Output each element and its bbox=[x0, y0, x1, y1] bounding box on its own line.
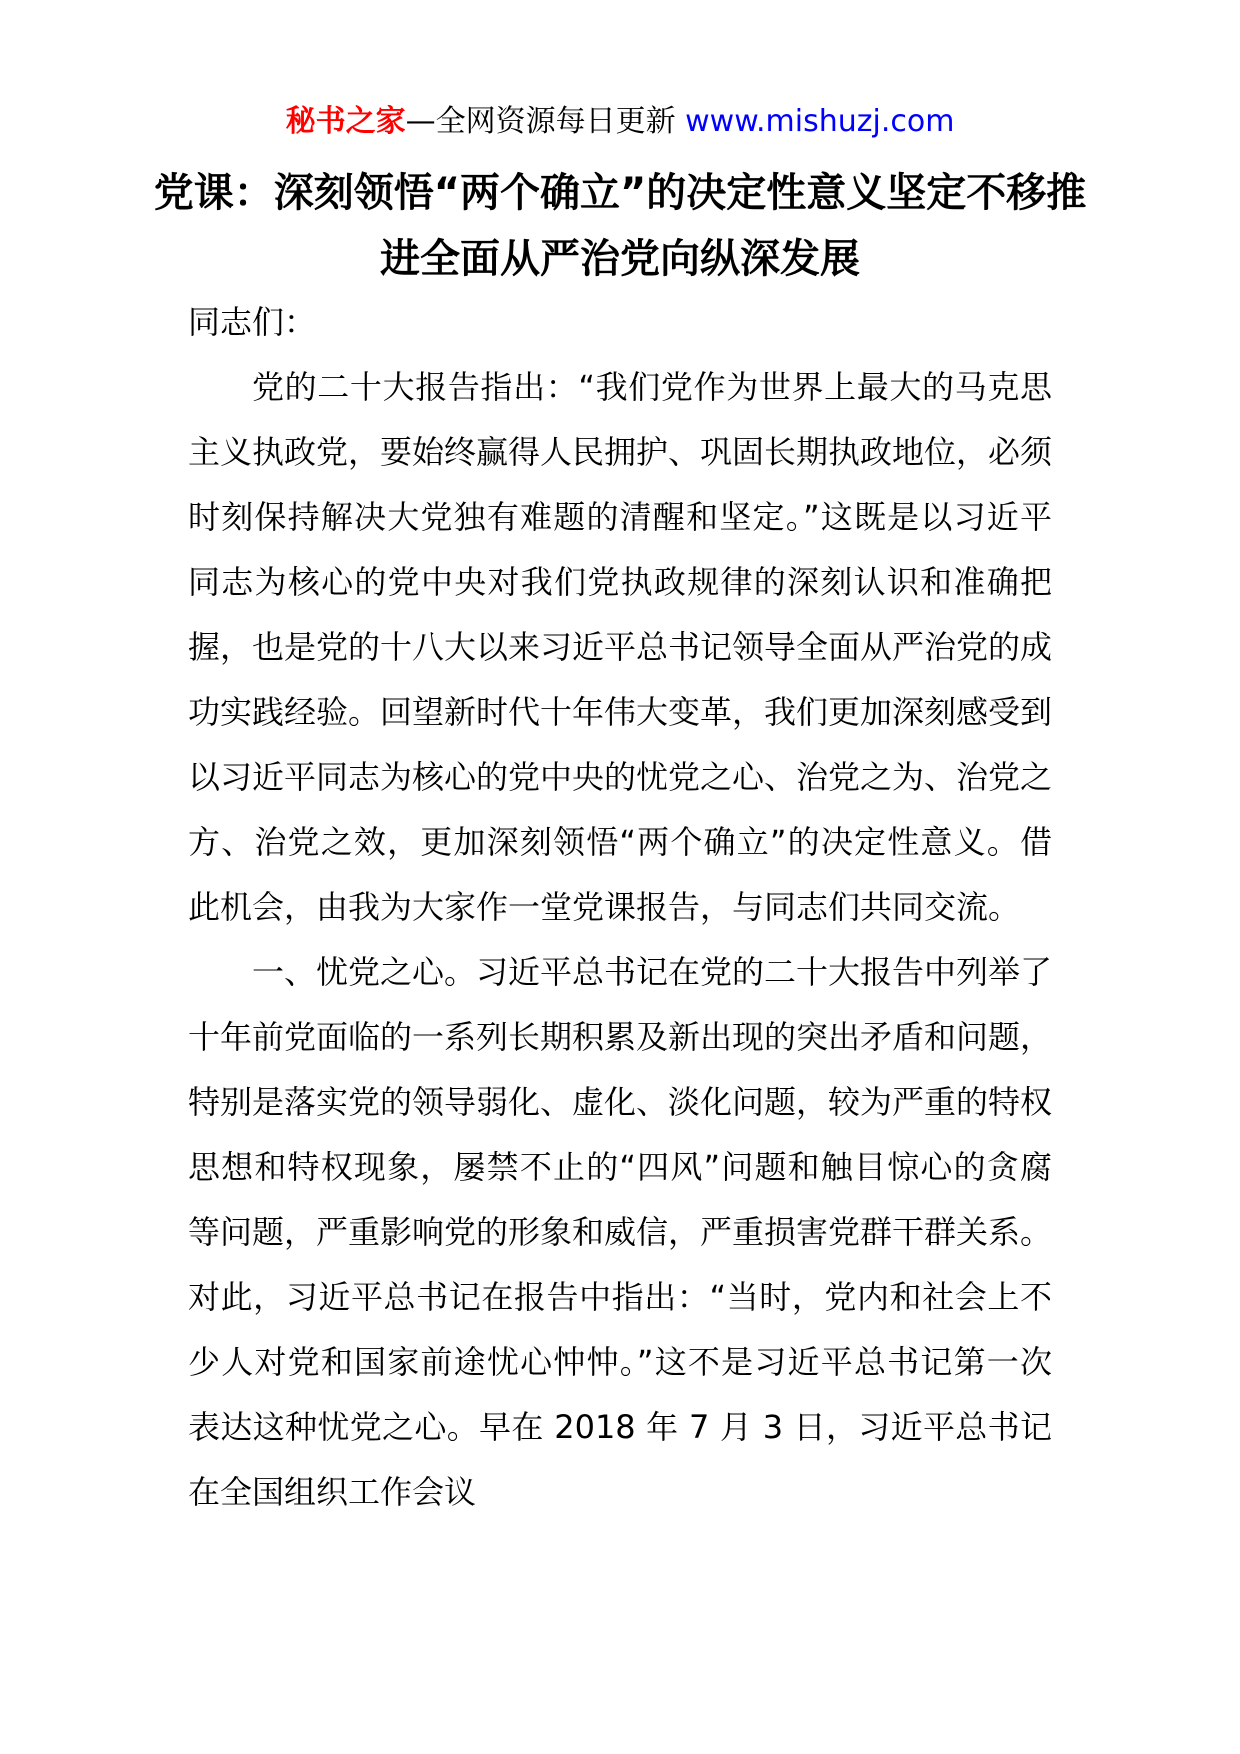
site-url-link[interactable]: www.mishuzj.com bbox=[685, 104, 955, 139]
site-brand: 秘书之家 bbox=[285, 104, 406, 139]
site-tagline: —全网资源每日更新 bbox=[405, 104, 676, 139]
salutation: 同志们： bbox=[188, 303, 317, 341]
document-body bbox=[188, 290, 1052, 1525]
document-title: 党课：深刻领悟“两个确立”的决定性意义坚定不移推进全面从严治党向纵深发展 bbox=[153, 170, 1087, 282]
paragraph-section-one: 一、忧党之心。习近平总书记在党的二十大报告中列举了十年前党面临的一系列长期积累及新出现的突出矛盾和问题，特别是落实党的领导弱化、虚化、淡化问题，较为严重的特权思想和特权现象，屡禁不止的“四风”问题和触目惊心的贪腐等问题，严重影响党的形象和威信，严重损害党群干群关系。对此，习近平总书记在报告中指出：“当时，党内和社会上不少人对党和国家前途忧心忡忡。”这不是习近平总书记第一次表达这种忧党之心。早在 2018 年 7 月 3 日，习近平总书记在全国组织工作会议 bbox=[188, 953, 1053, 1511]
site-header bbox=[0, 100, 1240, 144]
paragraph-intro: 党的二十大报告指出：“我们党作为世界上最大的马克思主义执政党，要始终赢得人民拥护、巩固长期执政地位，必须时刻保持解决大党独有难题的清醒和坚定。”这既是以习近平同志为核心的党中央对我们党执政规律的深刻认识和准确把握，也是党的十八大以来习近平总书记领导全面从严治党的成功实践经验。回望新时代十年伟大变革，我们更加深刻感受到以习近平同志为核心的党中央的忧党之心、治党之为、治党之方、治党之效，更加深刻领悟“两个确立”的决定性意义。借此机会，由我为大家作一堂党课报告，与同志们共同交流。 bbox=[188, 368, 1053, 926]
